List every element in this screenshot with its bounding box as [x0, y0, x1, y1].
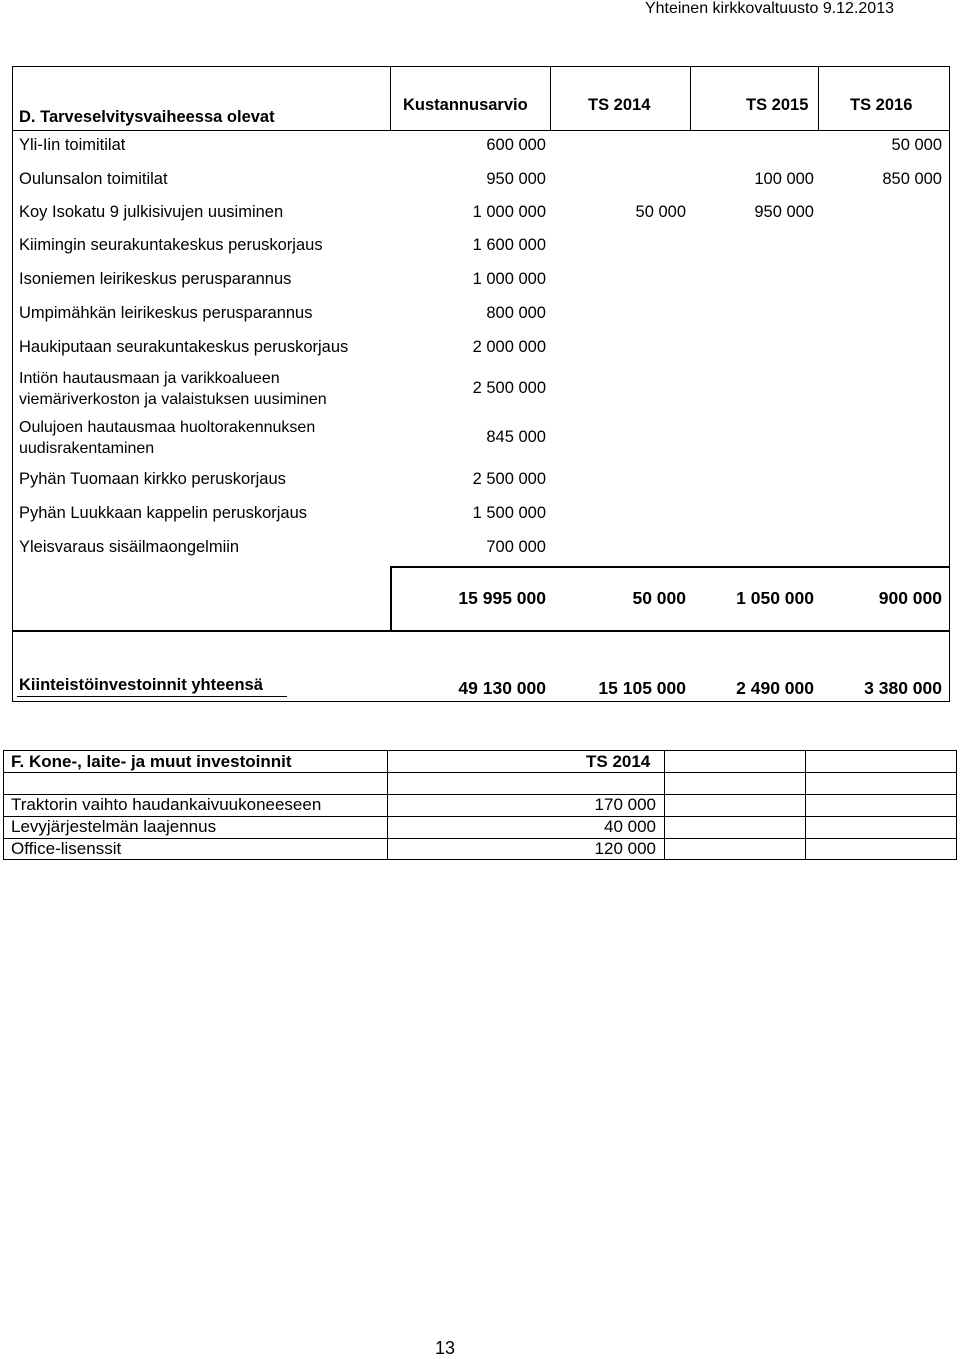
row-name: Traktorin vaihto haudankaivuukoneeseen	[11, 795, 322, 814]
row-cost: 800 000	[486, 304, 546, 322]
subtotal-ts2015: 1 050 000	[736, 588, 814, 608]
row-cost: 2 000 000	[472, 338, 546, 356]
column-header-cost: Kustannusarvio	[403, 96, 528, 114]
row-name: Office-lisenssit	[11, 839, 122, 858]
grand-total-ts2014: 15 105 000	[598, 678, 686, 698]
row-ts2016: 850 000	[882, 170, 942, 188]
row-name: Haukiputaan seurakuntakeskus peruskorjaus	[19, 338, 349, 356]
grand-total-ts2016: 3 380 000	[864, 678, 942, 698]
row-name: Umpimähkän leirikeskus perusparannus	[19, 304, 313, 322]
row-cost: 1 000 000	[472, 270, 546, 288]
section-f-title: F. Kone-, laite- ja muut investoinnit	[11, 752, 292, 771]
row-name: Oulujoen hautausmaa huoltorakennuksen uudisrakentaminen	[19, 419, 316, 457]
row-ts2014: 170 000	[594, 795, 656, 814]
section-d-title: D. Tarveselvitysvaiheessa olevat	[19, 108, 275, 126]
row-ts2014: 50 000	[635, 203, 686, 221]
row-ts2015: 100 000	[754, 170, 814, 188]
row-ts2014: 120 000	[594, 839, 656, 858]
subtotal-cost: 15 995 000	[458, 588, 546, 608]
row-cost: 600 000	[486, 136, 546, 154]
row-name: Isoniemen leirikeskus perusparannus	[19, 270, 292, 288]
row-ts2016: 50 000	[891, 136, 942, 154]
grand-total-ts2015: 2 490 000	[736, 678, 814, 698]
document-header: Yhteinen kirkkovaltuusto 9.12.2013	[644, 0, 894, 17]
row-name: Pyhän Tuomaan kirkko peruskorjaus	[19, 470, 286, 488]
row-name: Oulunsalon toimitilat	[19, 170, 168, 188]
grand-total-label: Kiinteistöinvestoinnit yhteensä	[19, 676, 263, 694]
section-f-column-ts2014: TS 2014	[586, 752, 651, 771]
column-header-ts2015: TS 2015	[746, 96, 809, 114]
row-name: Kiimingin seurakuntakeskus peruskorjaus	[19, 236, 323, 254]
row-cost: 1 500 000	[472, 504, 546, 522]
section-f-table	[3, 750, 957, 860]
row-name: Pyhän Luukkaan kappelin peruskorjaus	[19, 504, 308, 522]
row-name: Intiön hautausmaan ja varikkoalueen viemäriverkoston ja valaistuksen uusiminen	[19, 370, 327, 408]
subtotal-ts2016: 900 000	[878, 588, 942, 608]
row-cost: 2 500 000	[472, 379, 546, 397]
row-name: Yli-Iin toimitilat	[19, 136, 126, 154]
row-name: Levyjärjestelmän laajennus	[11, 817, 217, 836]
section-d-table	[12, 66, 950, 702]
grand-total-cost: 49 130 000	[458, 678, 546, 698]
subtotal-ts2014: 50 000	[632, 588, 686, 608]
page-number: 13	[434, 1338, 456, 1358]
row-cost: 700 000	[486, 538, 546, 556]
row-cost: 1 600 000	[472, 236, 546, 254]
row-cost: 2 500 000	[472, 470, 546, 488]
column-header-ts2014: TS 2014	[588, 96, 651, 114]
row-ts2015: 950 000	[754, 203, 814, 221]
row-cost: 845 000	[486, 428, 546, 446]
row-name: Koy Isokatu 9 julkisivujen uusiminen	[19, 203, 284, 221]
row-ts2014: 40 000	[604, 817, 656, 836]
column-header-ts2016: TS 2016	[850, 96, 913, 114]
row-cost: 1 000 000	[472, 203, 546, 221]
row-cost: 950 000	[486, 170, 546, 188]
row-name: Yleisvaraus sisäilmaongelmiin	[19, 538, 240, 556]
